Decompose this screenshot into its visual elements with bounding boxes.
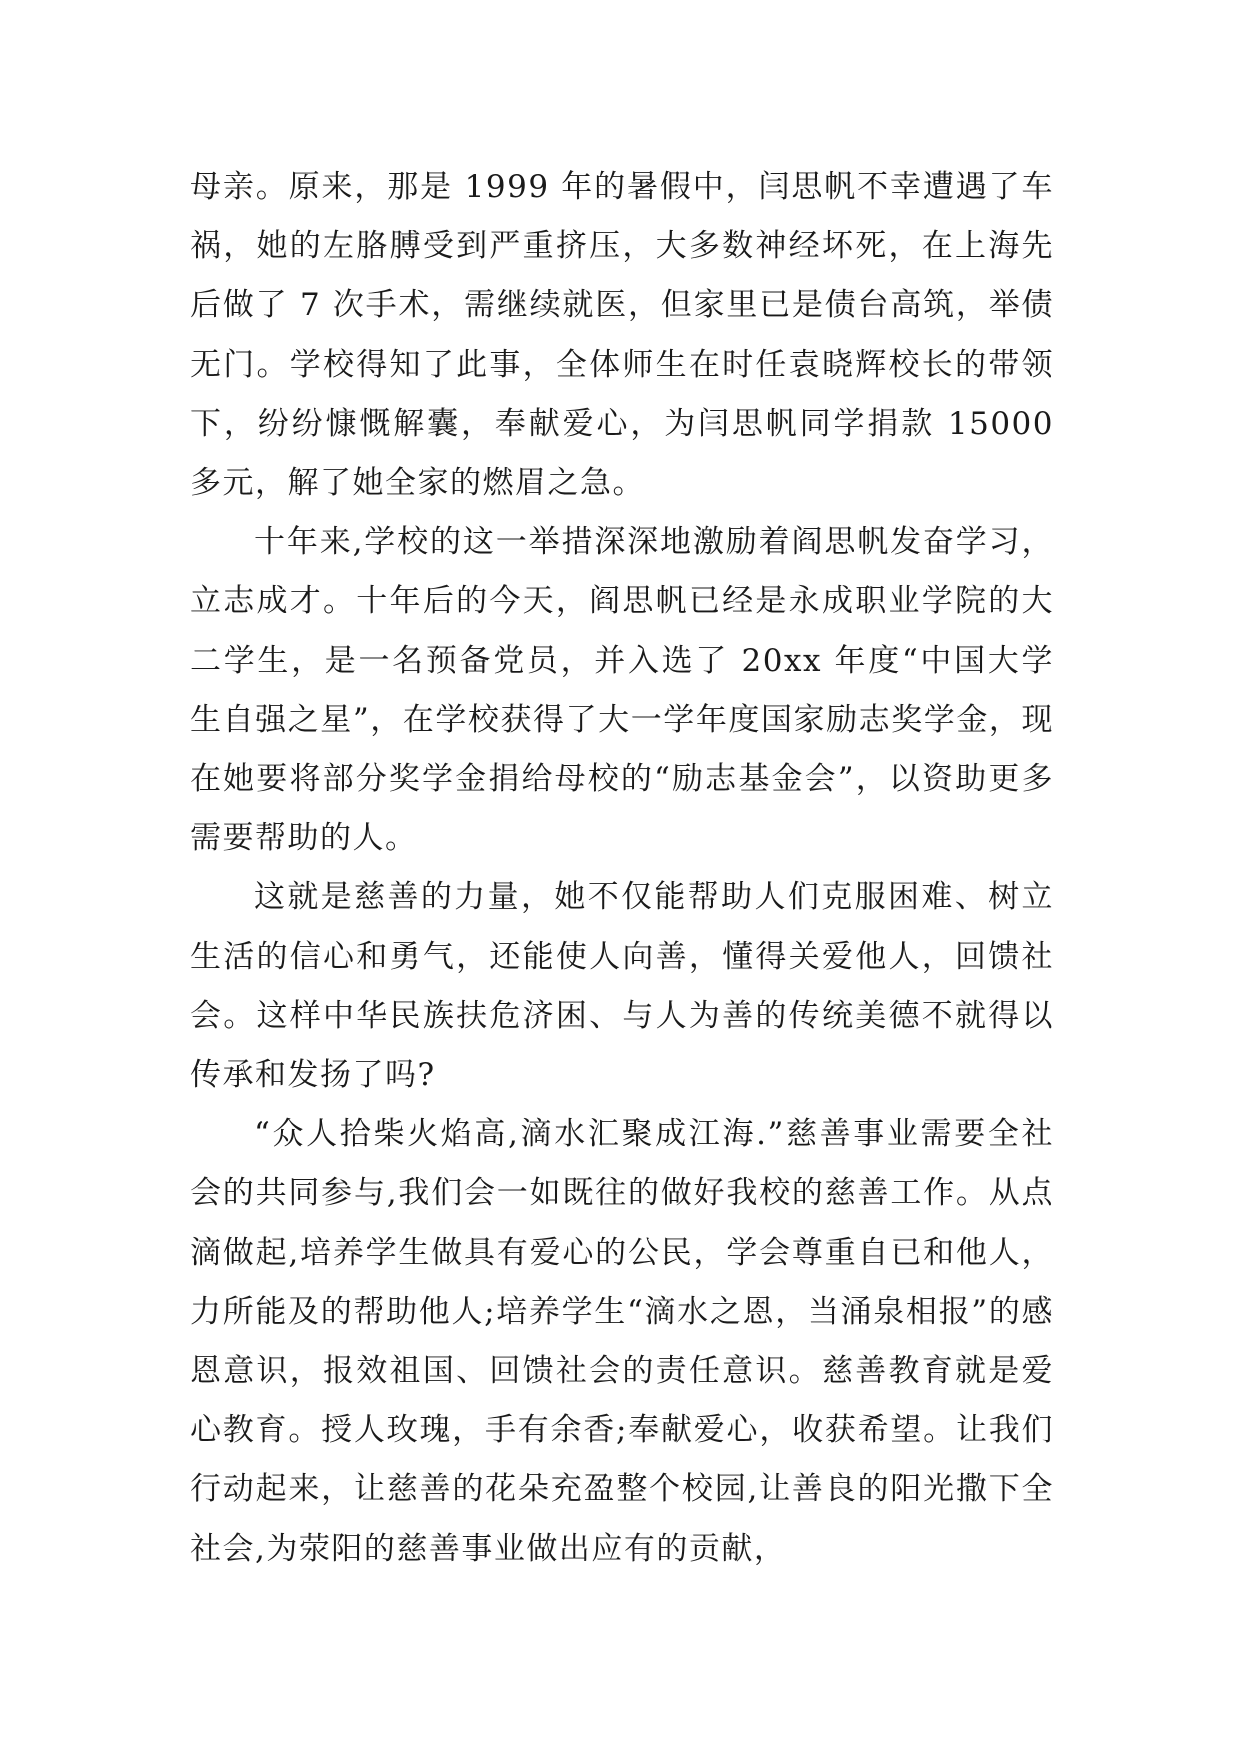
paragraph: “众人拾柴火焰高,滴水汇聚成江海.”慈善事业需要全社会的共同参与,我们会一如既往的做好我校的慈善工作。从点滴做起,培养学生做具有爱心的公民，学会尊重自已和他人，力所能及的帮助他人;培养学生“滴水之恩，当涌泉相报”的感恩意识，报效祖国、回馈社会的责任意识。慈善教育就是爱心教育。授人玫瑰，手有余香;奉献爱心，收获希望。让我们行动起来，让慈善的花朵充盈整个校园,让善良的阳光撒下全社会,为荥阳的慈善事业做出应有的贡献， <box>190 1116 1054 1567</box>
document-body <box>190 158 1054 1579</box>
paragraph-continuation: 母亲。原来，那是 1999 年的暑假中，闫思帆不幸遭遇了车祸，她的左胳膊受到严重挤压，大多数神经坏死，在上海先后做了 7 次手术，需继续就医，但家里已是债台高筑，举债无门。学校得知了此事，全体师生在时任袁晓辉校长的带领下，纷纷慷慨解囊，奉献爱心，为闫思帆同学捐款 15000 多元，解了她全家的燃眉之急。 <box>190 169 1054 502</box>
paragraph: 十年来,学校的这一举措深深地激励着阎思帆发奋学习，立志成才。十年后的今天，阎思帆已经是永成职业学院的大二学生，是一名预备党员，并入选了 20xx 年度“中国大学生自强之星”，在学校获得了大一学年度国家励志奖学金，现在她要将部分奖学金捐给母校的“励志基金会”，以资助更多需要帮助的人。 <box>190 524 1054 857</box>
paragraph: 这就是慈善的力量，她不仅能帮助人们克服困难、树立生活的信心和勇气，还能使人向善，懂得关爱他人，回馈社会。这样中华民族扶危济困、与人为善的传统美德不就得以传承和发扬了吗? <box>190 879 1054 1094</box>
